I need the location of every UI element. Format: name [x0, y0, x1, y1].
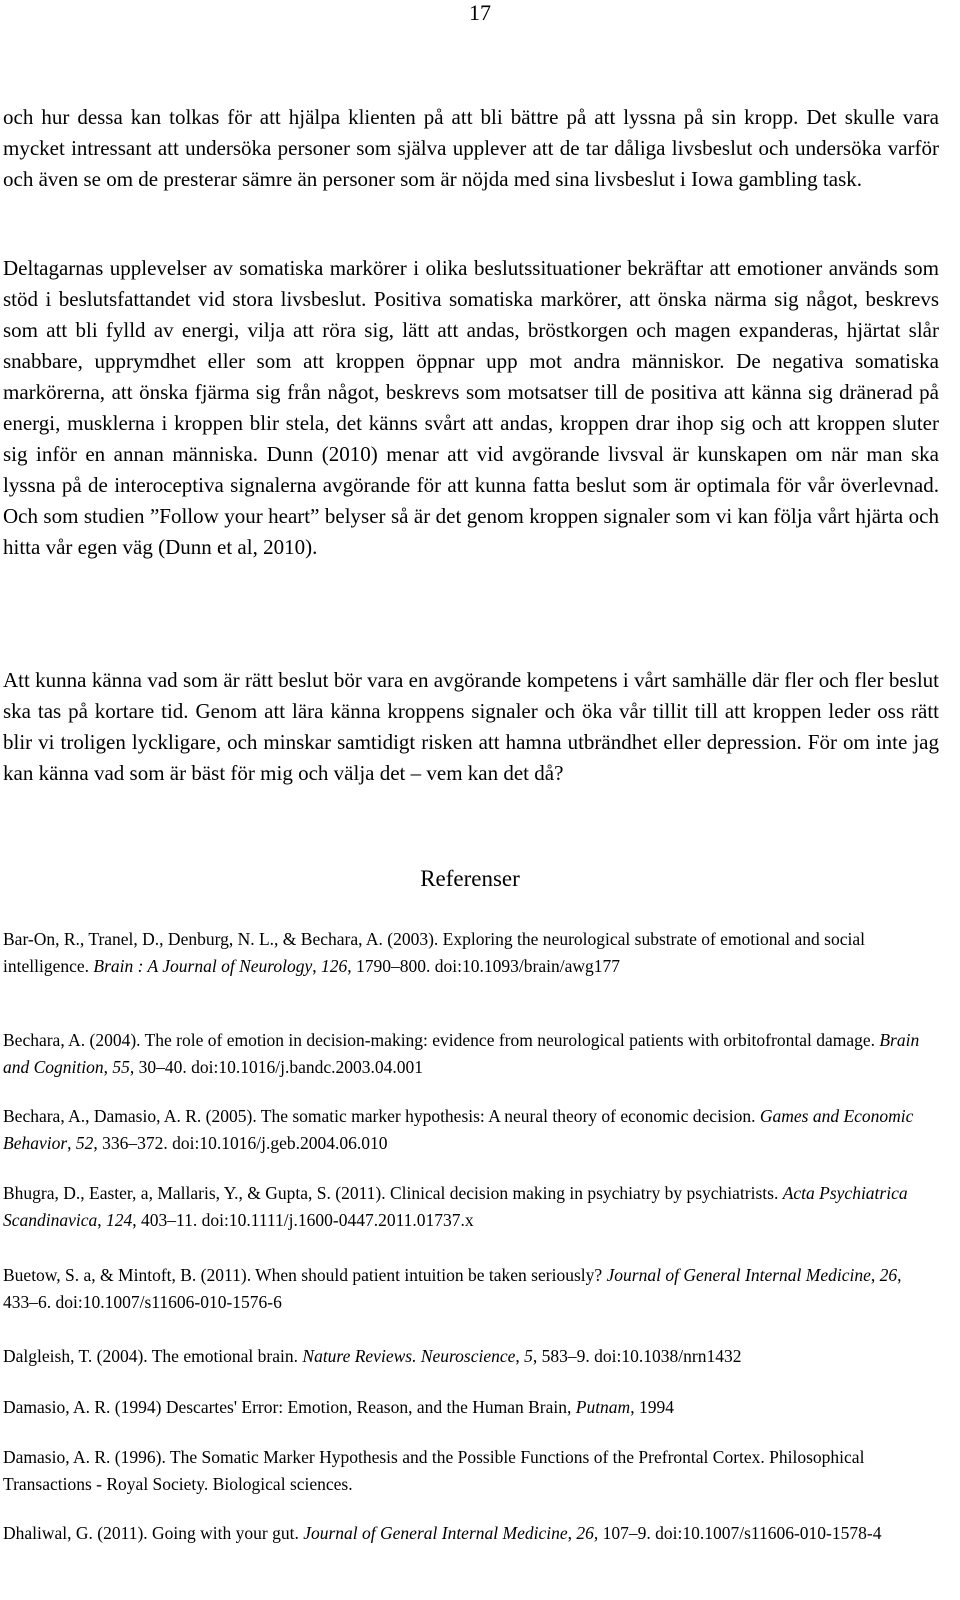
reference-volume: 52 [75, 1132, 94, 1153]
reference-pages: , 433–6. doi:10.1007/s11606-010-1576-6 [3, 1265, 902, 1312]
reference-text: Dhaliwal, G. (2011). Going with your gut. [3, 1523, 304, 1543]
reference-volume: 5 [524, 1346, 533, 1366]
reference-text: Dalgleish, T. (2004). The emotional brain. [3, 1346, 303, 1366]
reference-pages: , 107–9. doi:10.1007/s11606-010-1578-4 [593, 1523, 882, 1543]
reference-journal: Games and Economic Behavior [3, 1106, 914, 1153]
reference-journal: Nature Reviews. Neuroscience [302, 1346, 516, 1366]
reference-pages: , 583–9. doi:10.1038/nrn1432 [532, 1346, 742, 1366]
reference-journal: Brain and Cognition [3, 1030, 920, 1077]
reference-separator: , [67, 1132, 76, 1153]
body-paragraph-2: Deltagarnas upplevelser av somatiska markörer i olika beslutssituationer bekräftar att emotioner används som stöd i beslutsfattandet vid stora livsbeslut. Positiva somatiska markörer, att önska närma sig något, beskrevs som att bli fylld av energi, vilja att röra sig, lätt att andas, bröstkorgen och magen expanderas, hjärtat slår snabbare, upprymdhet eller som att kroppen öppnar upp mot andra människor. De negativa somatiska markörerna, att önska fjärma sig från något, beskrevs som motsatser till de positiva att känna sig dränerad på energi, musklerna i kroppen blir stela, det känns svårt att andas, kroppen drar ihop sig och att kroppen sluter sig inför en annan människa. Dunn (2010) menar att vid avgörande livsval är kunskapen om när man ska lyssna på de interoceptiva signalerna avgörande för att kunna fatta beslut som är optimala för vår överlevnad. Och som studien ”Follow your heart” belyser så är det genom kroppen signaler som vi kan följa vårt hjärta och hitta vår egen väg (Dunn et al, 2010). [3, 256, 939, 559]
reference-entry [3, 1520, 939, 1547]
reference-text: Bechara, A. (2004). The role of emotion in decision-making: evidence from neurological patients with orbitofrontal damage. [3, 1030, 880, 1050]
reference-entry [3, 926, 939, 979]
references-heading: Referenser [420, 866, 520, 891]
reference-volume: 124 [106, 1209, 133, 1230]
reference-text: Bechara, A., Damasio, A. R. (2005). The somatic marker hypothesis: A neural theory of economic decision. [3, 1106, 760, 1126]
reference-text: Buetow, S. a, & Mintoft, B. (2011). When should patient intuition be taken seriously? [3, 1265, 607, 1285]
reference-year: , 1994 [630, 1397, 674, 1417]
reference-pages: , 403–11. doi:10.1111/j.1600-0447.2011.01737.x [132, 1209, 474, 1230]
reference-volume: 26 [879, 1265, 898, 1285]
reference-separator: , [567, 1523, 577, 1543]
reference-publisher: Putnam [575, 1397, 631, 1417]
reference-separator: , [103, 1056, 113, 1077]
reference-entry [3, 1027, 939, 1080]
page-number: 17 [469, 0, 491, 25]
reference-pages: , 1790–800. doi:10.1093/brain/awg177 [347, 955, 620, 976]
reference-entry [3, 1103, 939, 1156]
reference-entry [3, 1394, 939, 1421]
reference-separator: , [515, 1346, 525, 1366]
reference-entry [3, 1262, 939, 1315]
reference-entry [3, 1444, 939, 1497]
reference-volume: 126 [321, 955, 348, 976]
reference-journal: Brain : A Journal of Neurology [93, 955, 313, 976]
body-paragraph-1: och hur dessa kan tolkas för att hjälpa klienten på att bli bättre på att lyssna på sin kropp. Det skulle vara mycket intressant att undersöka personer som själva upplever att de tar dåliga livsbeslut och undersöka varför och även se om de presterar sämre än personer som är nöjda med sina livsbeslut i Iowa gambling task. [3, 105, 939, 191]
reference-journal: Journal of General Internal Medicine [303, 1523, 568, 1543]
reference-volume: 26 [576, 1523, 594, 1543]
reference-journal: Journal of General Internal Medicine [606, 1265, 871, 1285]
reference-text: Bhugra, D., Easter, a, Mallaris, Y., & Gupta, S. (2011). Clinical decision making in psychiatry by psychiatrists. [3, 1183, 783, 1203]
reference-text: Damasio, A. R. (1996). The Somatic Marker Hypothesis and the Possible Functions of the Prefrontal Cortex. Philosophical Transactions - Royal Society. Biological sciences. [3, 1447, 865, 1494]
reference-text: Damasio, A. R. (1994) Descartes' Error: Emotion, Reason, and the Human Brain, [3, 1397, 576, 1417]
reference-entry [3, 1343, 939, 1370]
body-paragraph-3: Att kunna känna vad som är rätt beslut bör vara en avgörande kompetens i vårt samhälle där fler och fler beslut ska tas på kortare tid. Genom att lära känna kroppens signaler och öka vår tillit till att kroppen leder oss rätt blir vi troligen lyckligare, och minskar samtidigt risken att hamna utbrändhet eller depression. För om inte jag kan känna vad som är bäst för mig och välja det – vem kan det då? [3, 668, 939, 785]
reference-separator: , [870, 1265, 880, 1285]
reference-separator: , [97, 1209, 107, 1230]
reference-separator: , [312, 955, 322, 976]
reference-text: Bar-On, R., Tranel, D., Denburg, N. L., & Bechara, A. (2003). Exploring the neurological substrate of emotional and social intelligence. [3, 929, 865, 976]
reference-journal: Acta Psychiatrica Scandinavica [3, 1183, 908, 1230]
reference-entry [3, 1180, 939, 1233]
reference-pages: , 30–40. doi:10.1016/j.bandc.2003.04.001 [129, 1056, 423, 1077]
reference-pages: , 336–372. doi:10.1016/j.geb.2004.06.010 [93, 1132, 388, 1153]
reference-volume: 55 [112, 1056, 130, 1077]
